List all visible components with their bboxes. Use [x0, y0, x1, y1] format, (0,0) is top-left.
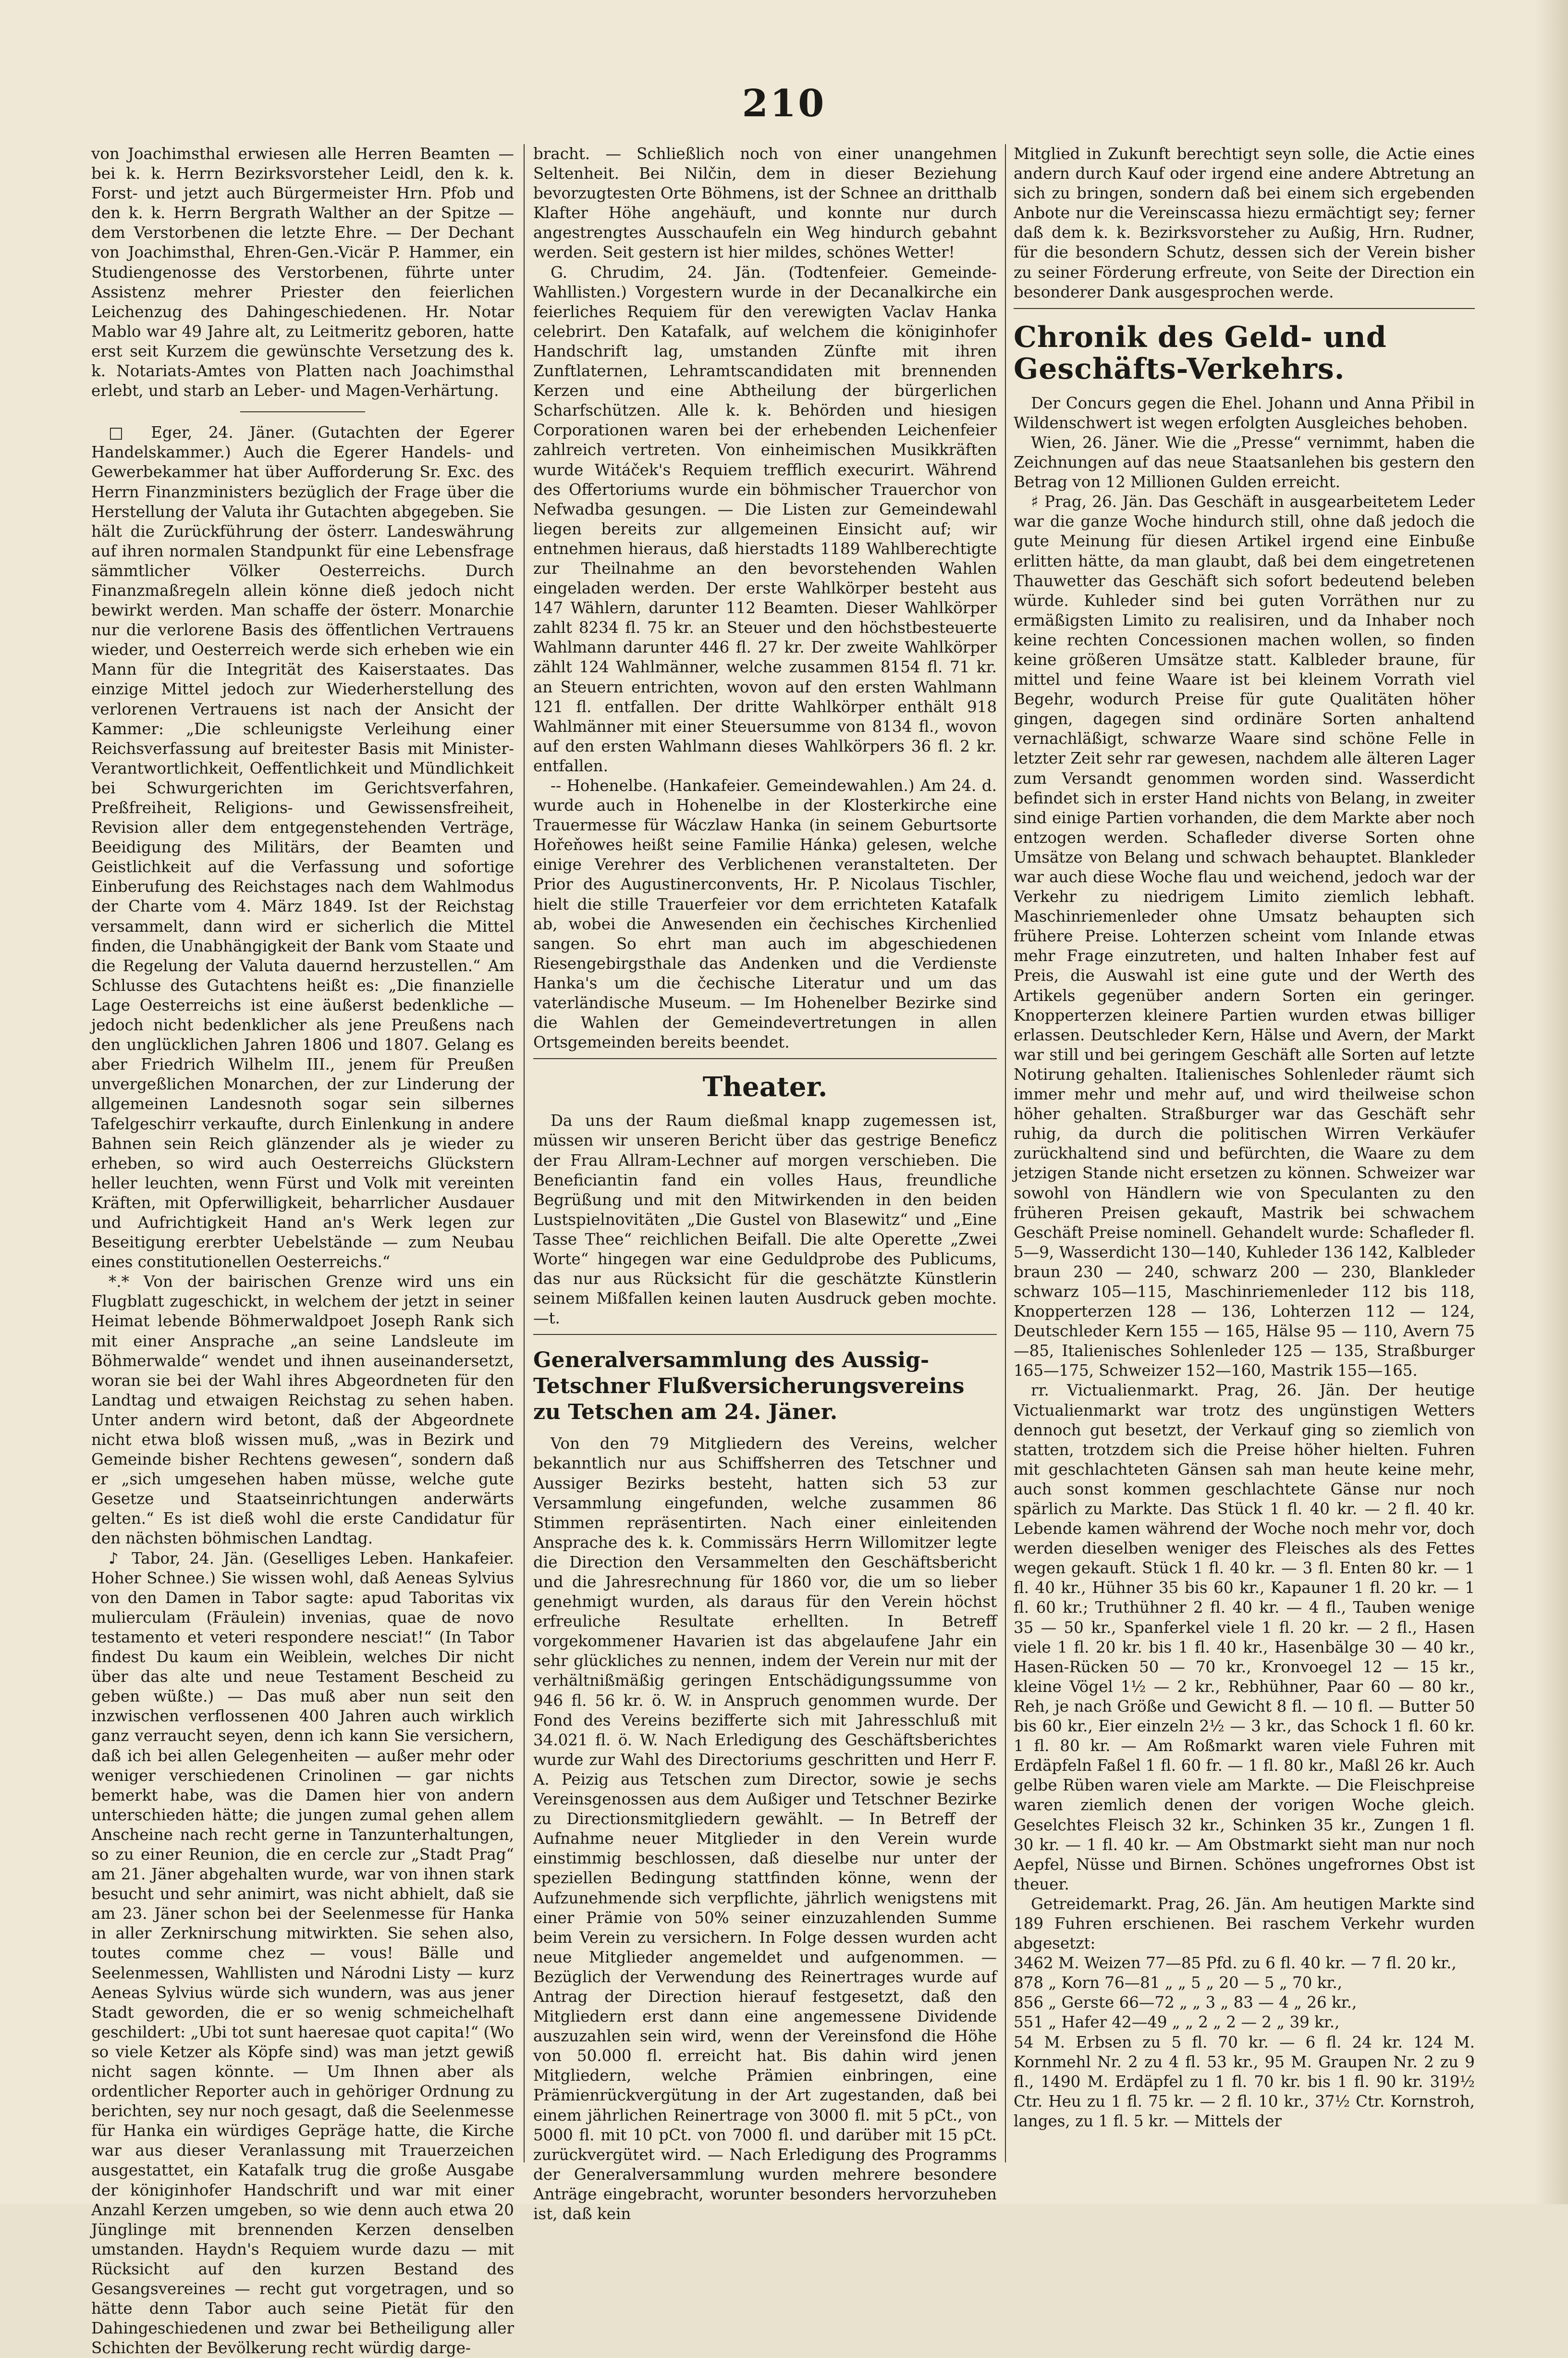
theater-heading: Theater.	[702, 1071, 828, 1103]
article-separator	[240, 411, 365, 412]
column-divider	[1005, 144, 1006, 2162]
article-tabor-continued: bracht. — Schließlich noch von einer unangehmen Seltenheit. Bei Nilčin, dem in dieser Beziehung bevorzugtesten Orte Böhmens, ist der Schnee an dritthalb Klafter Höhe angehäuft, und konnte nur durch angestrengtes Ausschaufeln ein Weg hindurch gebahnt werden. Seit gestern ist hier mildes, schönes Wetter!	[533, 145, 997, 262]
article-generalversammlung: Von den 79 Mitgliedern des Vereins, welcher bekanntlich nur aus Schiffsherren des Tetschner und Aussiger Bezirks besteht, hatten sich 53 zur Versammlung eingefunden, welche zusammen 86 Stimmen repräsentirten. Nach einer einleitenden Ansprache des k. k. Commissärs Herrn Willomitzer legte die Direction den Versammelten den Geschäftsbericht und die Jahresrechnung für 1860 vor, die um so lieber genehmigt wurden, als daraus für den Verein höchst erfreuliche Resultate erhellten. In Betreff vorgekommener Havarien ist das abgelaufene Jahr ein sehr glückliches zu nennen, indem der Verein nur mit der verhältnißmäßig geringen Entschädigungssumme von 946 fl. 56 kr. ö. W. in Anspruch genommen wurde. Der Fond des Vereins bezifferte sich mit Jahresschluß mit 34.021 fl. ö. W. Nach Erledigung des Geschäftsberichtes wurde zur Wahl des Directoriums geschritten und Herr F. A. Peizig aus Tetschen zum Director, sowie je sechs Vereinsgenossen aus dem Außiger und Tetschner Bezirke zu Directionsmitgliedern gewählt. — In Betreff der Aufnahme neuer Mitglieder in den Verein wurde einstimmig beschlossen, daß dieselbe nur unter der speziellen Bedingung stattfinden könne, wenn der Aufzunehmende sich verpflichte, jährlich wenigstens mit einer Prämie von 50% seiner einzuzahlenden Summe beim Verein zu versichern. In Folge dessen wurden acht neue Mitglieder angemeldet und aufgenommen. — Bezüglich der Verwendung des Reinertrages wurde auf Antrag der Direction hierauf festgesetzt, daß den Mitgliedern erst dann eine angemessene Dividende auszuzahlen sein wird, wenn der Vereinsfond die Höhe von 50.000 fl. erreicht hat. Bis dahin wird jenen Mitgliedern, welche Prämien einbringen, eine Prämienrückvergütung in der Art zugestanden, daß bei einem jährlichen Reinertrage von 3000 fl. mit 5 pCt., von 5000 fl. mit 10 pCt. von 7000 fl. und darüber mit 15 pCt. zurückvergütet wird. — Nach Erledigung des Programms der Generalversammlung wurden mehrere besondere Anträge eingebracht, worunter besonders hervorzuheben ist, daß kein	[533, 1434, 997, 2223]
grain-price-row: 856 „ Gerste 66—72 „ „ 3 „ 83 — 4 „ 26 kr.,	[1014, 1993, 1357, 2012]
article-theater: Da uns der Raum dießmal knapp zugemessen ist, müssen wir unseren Bericht über das gestrige Beneficz der Frau Allram-Lechner auf morgen verschieben. Die Beneficiantin fand ein volles Haus, freundliche Begrüßung und mit den Mitwirkenden in den beiden Lustspielnovitäten „Die Gustel von Blasewitz“ und „Eine Tasse Thee“ reichlichen Beifall. Die alte Operette „Zwei Worte“ hingegen war eine Geduldprobe des Publicums, das nur aus Rücksicht für die geschätzte Künstlerin seinem Mißfallen keinen lauten Ausdruck geben mochte. —t.	[533, 1111, 997, 1328]
article-eger: □ Eger, 24. Jäner. (Gutachten der Egerer Handelskammer.) Auch die Egerer Handels- und Gewerbekammer hat über Aufforderung Sr. Exc. des Herrn Finanzministers bezüglich der Frage über die Herstellung der Valuta ihr Gutachten abgegeben. Sie hält die Zurückführung der österr. Landeswährung auf ihren normalen Standpunkt für eine Lebensfrage sämmtlicher Völker Oesterreichs. Durch Finanzmaßregeln allein könne dieß jedoch nicht bewirkt werden. Man schaffe der österr. Monarchie nur die verlorene Basis des öffentlichen Vertrauens wieder, und Oesterreich werde sich erheben wie ein Mann für die Integrität des Kaiserstaates. Das einzige Mittel jedoch zur Wiederherstellung des verlorenen Vertrauens ist nach der Ansicht der Kammer: „Die schleunigste Verleihung einer Reichsverfassung auf breitester Basis mit Minister-Verantwortlichkeit, Oeffentlichkeit und Mündlichkeit bei Schwurgerichten im Gerichtsverfahren, Preßfreiheit, Religions- und Gewissensfreiheit, Revision aller dem entgegenstehenden Verträge, Beeidigung des Militärs, der Beamten und Geistlichkeit auf die Verfassung und sofortige Einberufung des Reichstages nach dem Wahlmodus der Charte vom 4. März 1849. Ist der Reichstag versammelt, dann wird er sicherlich die Mittel finden, die Unabhängigkeit der Bank vom Staate und die Regelung der Valuta dauernd herzustellen.“ Am Schlusse des Gutachtens heißt es: „Die finanzielle Lage Oesterreichs ist eine äußerst bedenkliche — jedoch nicht bedenklicher als jene Preußens nach den unglücklichen Jahren 1806 und 1807. Gelang es aber Friedrich Wilhelm III., jenem für Preußen unvergeßlichen Monarchen, der zur Linderung der allgemeinen Landesnoth sogar sein silbernes Tafelgeschirr verkaufte, durch Einlenkung in andere Bahnen sein Reich glänzender als je wieder zu erheben, so wird auch Oesterreichs Glückstern heller leuchten, wenn Fürst und Volk mit vereinten Kräften, mit Opferwilligkeit, beharrlicher Ausdauer und Aufrichtigkeit Hand an's Werk legen zur Beseitigung ererbter Uebelstände — zum Neubau eines constitutionellen Oesterreichs.“	[91, 423, 514, 1272]
grain-price-row: 3462 M. Weizen 77—85 Pfd. zu 6 fl. 40 kr. — 7 fl. 20 kr.,	[1014, 1954, 1457, 1973]
article-victualienmarkt: rr. Victualienmarkt. Prag, 26. Jän. Der heutige Victualienmarkt war trotz des ungünstigen Wetters dennoch gut besetzt, der Verkauf ging so ziemlich von statten, trotzdem sich die Preise höher hielten. Fuhren mit geschlachteten Gänsen sah man heute keine mehr, auch sonst kommen geschlachtete Gänse nur noch spärlich zu Markte. Das Stück 1 fl. 40 kr. — 2 fl. 40 kr. Lebende kamen während der Woche noch mehr vor, doch werden dieselben weniger des Fleisches als des Fettes wegen gekauft. Stück 1 fl. 40 kr. — 3 fl. Enten 80 kr. — 1 fl. 40 kr., Hühner 35 bis 60 kr., Kapauner 1 fl. 20 kr. — 1 fl. 60 kr.; Truthühner 2 fl. 40 kr. — 4 fl., Tauben wenige 35 — 50 kr., Spanferkel viele 1 fl. 20 kr. — 2 fl., Hasen viele 1 fl. 20 kr. bis 1 fl. 40 kr., Hasenbälge 30 — 40 kr., Hasen-Rücken 50 — 70 kr., Kronvoegel 12 — 15 kr., kleine Vögel 1½ — 2 kr., Rebhühner, Paar 60 — 80 kr., Reh, je nach Größe und Gewicht 8 fl. — 10 fl. — Butter 50 bis 60 kr., Eier einzeln 2½ — 3 kr., das Schock 1 fl. 60 kr. 1 fl. 80 kr. — Am Roßmarkt waren viele Fuhren mit Erdäpfeln Faßel 1 fl. 60 fr. — 1 fl. 80 kr., Maßl 26 kr. Auch gelbe Rüben waren viele am Markte. — Die Fleischpreise waren ziemlich denen der vorigen Woche gleich. Geselchtes Fleisch 32 kr., Schinken 35 kr., Zungen 1 fl. 30 kr. — 1 fl. 40 kr. — Am Obstmarkt sieht man nur noch Aepfel, Nüsse und Birnen. Schönes ungefrornes Obst ist theuer.	[1014, 1381, 1475, 1893]
article-tabor: ♪ Tabor, 24. Jän. (Geselliges Leben. Hankafeier. Hoher Schnee.) Sie wissen wohl, daß Aeneas Sylvius von den Damen in Tabor sagte: apud Taboritas vix mulierculam (Fräulein) invenias, quae de novo testamento et veteri respondere nesciat!“ (In Tabor findest Du kaum ein Weiblein, welches Dir nicht über das alte und neue Testament Bescheid zu geben wüßte.) — Das muß aber nun seit den inzwischen verflossenen 400 Jahren auch wirklich ganz verraucht seyen, denn ich kann Sie versichern, daß ich bei allen Gelegenheiten — außer mehr oder weniger verschiedenen Crinolinen — gar nichts bemerkt habe, was die Damen hier von andern unterschieden hätte; die jungen zumal gehen allem Anscheine nach recht gerne in Tanzunterhaltungen, so zu einer Reunion, die en cercle zur „Stadt Prag“ am 21. Jäner abgehalten wurde, war von ihnen stark besucht und sehr animirt, was nicht abhielt, daß sie am 23. Jäner schon bei der Seelenmesse für Hanka in aller Zerknirschung mitwirkten. Sie sehen also, toutes comme chez — vous! Bälle und Seelenmessen, Wahllisten und Národni Listy — kurz Aeneas Sylvius würde sich wundern, was aus jener Stadt geworden, die er so wenig schmeichelhaft geschildert: „Ubi tot sunt haeresae quot capita!“ (Wo so viele Ketzer als Köpfe sind) was man jetzt gewiß nicht sagen könnte. — Um Ihnen aber als ordentlicher Reporter auch in gehöriger Ordnung zu berichten, sey nur noch gesagt, daß die Seelenmesse für Hanka ein würdiges Gepräge hatte, die Kirche war aus dieser Veranlassung mit Trauerzeichen ausgestattet, ein Katafalk trug die große Ausgabe der königinhofer Handschrift und war mit einer Anzahl Kerzen umgeben, so wie denn auch etwa 20 Jünglinge mit brennenden Kerzen denselben umstanden. Haydn's Requiem wurde dazu — mit Rücksicht auf den kurzen Bestand des Gesangsvereines — recht gut vorgetragen, und so hätte denn Tabor auch seine Pietät für den Dahingeschiedenen und zwar bei Betheiligung aller Schichten der Bevölkerung recht würdig darge-	[91, 1549, 514, 2358]
grain-price-table	[1014, 1953, 1475, 2032]
article-prag-leder: ♯ Prag, 26. Jän. Das Geschäft in ausgearbeitetem Leder war die ganze Woche hindurch still, ohne daß jedoch die gute Meinung für diesen Artikel irgend eine Einbuße erlitten hätte, da man glaubt, daß bei dem eingetretenen Thauwetter das Geschäft sich sofort bedeutend beleben würde. Kuhleder sind bei guten Vorräthen nur zu ermäßigsten Limito zu realisiren, und da Inhaber noch keine rechten Concessionen machen wollen, so finden keine größeren Umsätze statt. Kalbleder braune, für mittel und feine Waare ist bei kleinem Vorrath viel Begehr, wodurch Preise für gute Qualitäten höher gingen, dagegen sind ordinäre Sorten anhaltend vernachläßigt, schwarze Waare sind schöne Felle in letzter Zeit sehr rar gewesen, nachdem alle älteren Lager zum Versandt genommen worden sind. Wasserdicht befindet sich in erster Hand nichts von Belang, in zweiter sind einige Partien vorhanden, die dem Markte aber noch entzogen werden. Schafleder diverse Sorten ohne Umsätze von Belang und schwach behauptet. Blankleder war auch diese Woche flau und weichend, jedoch war der Verkehr zu niedrigem Limito ziemlich lebhaft. Maschinriemenleder ohne Umsatz behaupten sich frühere Preise. Lohterzen scheint vom Inlande etwas mehr Frage einzutreten, und halten Inhaber fest auf Preis, die Auswahl ist eine gute und der Werth des Artikels gegenüber andern Sorten ein geringer. Knopperterzen kleinere Partien wurden etwas billiger erlassen. Deutschleder Kern, Hälse und Avern, der Markt war still und bei geringem Geschäft alle Sorten auf letzte Notirung gehalten. Italienisches Sohlenleder räumt sich immer mehr und mehr auf, und wird theilweise schon höher gehalten. Straßburger war das Geschäft sehr ruhig, da durch die politischen Wirren Verkäufer zurückhaltend sind und befürchten, die Waare zu dem jetzigen Stande nicht ersetzen zu können. Schweizer war sowohl von Händlern wie von Speculanten zu den früheren Preisen gekauft, Mastrik bei schwachem Geschäft Preise nominell. Gehandelt wurde: Schafleder fl. 5—9, Wasserdicht 130—140, Kuhleder 136 142, Kalbleder braun 230 — 240, schwarz 200 — 230, Blankleder schwarz 105—115, Maschinriemenleder 112 bis 118, Knopperterzen 128 — 136, Lohterzen 112 — 124, Deutschleder Kern 155 — 165, Hälse 95 — 110, Avern 75—85, Italienisches Sohlenleder 125 — 135, Straßburger 165—175, Schweizer 152—160, Mastrik 155—165.	[1014, 493, 1475, 1380]
article-joachimsthal-end: von Joachimsthal erwiesen alle Herren Beamten — bei k. k. Herrn Bezirksvorsteher Leidl, den k. k. Forst- und jetzt auch Bürgermeister Hrn. Pfob und den k. k. Herrn Bergrath Walther an der Spitze — dem Verstorbenen die letzte Ehre. — Der Dechant von Joachimsthal, Ehren-Gen.-Vicär P. Hammer, ein Studiengenosse des Verstorbenen, führte unter Assistenz mehrer Priester den feierlichen Leichenzug des Dahingeschiedenen. Hr. Notar Mablo war 49 Jahre alt, zu Leitmeritz geboren, hatte erst seit Kurzem die gewünschte Versetzung des k. k. Notariats-Amtes von Platten nach Joachimsthal erlebt, und starb an Leber- und Magen-Verhärtung.	[91, 145, 514, 400]
article-getreidemarkt-continued: 54 M. Erbsen zu 5 fl. 70 kr. — 6 fl. 24 kr. 124 M. Kornmehl Nr. 2 zu 4 fl. 53 kr., 95 M. Graupen Nr. 2 zu 9 fl., 1490 M. Erdäpfel zu 1 fl. 70 kr. bis 1 fl. 90 kr. 319½ Ctr. Heu zu 1 fl. 75 kr. — 2 fl. 10 kr., 37½ Ctr. Kornstroh, langes, zu 1 fl. 5 kr. — Mittels der	[1014, 2033, 1475, 2130]
article-generalversammlung-continued: Mitglied in Zukunft berechtigt seyn solle, die Actie eines andern durch Kauf oder irgend eine andere Abtretung an sich zu bringen, sondern daß bei einem sich ergebenden Anbote nur die Vereinscassa hiezu ermächtigt sey; ferner daß dem k. k. Bezirksvorsteher zu Außig, Hrn. Rudner, für die besondern Schutz, dessen sich der Verein bisher zu seiner Förderung erfreute, von Seite der Direction ein besonderer Dank ausgesprochen werde.	[1014, 145, 1475, 301]
article-wien-anlehen: Wien, 26. Jäner. Wie die „Presse“ vernimmt, haben die Zeichnungen auf das neue Staatsanlehen bis gestern den Betrag von 12 Millionen Gulden erreicht.	[1014, 433, 1475, 492]
article-concurs: Der Concurs gegen die Ehel. Johann und Anna Přibil in Wildenschwert ist wegen erfolgten Ausgleiches behoben.	[1014, 394, 1475, 432]
column-middle	[533, 144, 997, 2223]
page-number: 210	[742, 82, 826, 125]
column-divider	[524, 144, 525, 2162]
chronicle-heading: Chronik des Geld- und Geschäfts-Verkehrs.	[1014, 320, 1387, 386]
article-bairische-grenze: *.* Von der bairischen Grenze wird uns ein Flugblatt zugeschickt, in welchem der jetzt in seiner Heimat lebende Böhmerwaldpoet Joseph Rank sich mit einer Ansprache „an seine Landsleute im Böhmerwalde“ wendet und ihnen auseinandersetzt, woran sie bei der Wahl ihres Abgeordneten für den Landtag und etwaigen Reichstag zu sehen haben. Unter andern wird betont, daß der Abgeordnete nicht etwa bloß wissen muß, „was in Bezirk und Gemeinde bisher Rechtens gewesen“, sondern daß er „sich umgesehen haben müsse, welche gute Gesetze und Staatseinrichtungen anderwärts gelten.“ Es ist dieß wohl die erste Candidatur für den nächsten böhmischen Landtag.	[91, 1272, 514, 1548]
article-chrudim: G. Chrudim, 24. Jän. (Todtenfeier. Gemeinde-Wahllisten.) Vorgestern wurde in der Decanalkirche ein feierliches Requiem für den verewigten Vaclav Hanka celebrirt. Den Katafalk, auf welchem die königinhofer Handschrift lag, umstanden Zünfte mit ihren Zunftlaternen, Lehramtscandidaten mit brennenden Kerzen und eine Abtheilung der bürgerlichen Scharfschützen. Alle k. k. Behörden und hiesigen Corporationen waren bei der erhebenden Leichenfeier zahlreich vertreten. Von einheimischen Musikkräften wurde Witáček's Requiem trefflich execurirt. Während des Offertoriums wurde ein böhmischer Trauerchor von Nefwadba gesungen. — Die Listen zur Gemeindewahl liegen bereits zur allgemeinen Einsicht auf; wir entnehmen hieraus, daß hierstadts 1189 Wahlberechtigte zur Theilnahme an den bevorstehenden Wahlen eingeladen werden. Der erste Wahlkörper besteht aus 147 Wählern, darunter 112 Beamten. Dieser Wahlkörper zahlt 8234 fl. 75 kr. an Steuer und den höchstbesteuerte Wahlmann darunter 446 fl. 27 kr. Der zweite Wahlkörper zählt 124 Wahlmänner, welche zusammen 8154 fl. 71 kr. an Steuern entrichten, wovon auf den ersten Wahlmann 121 fl. entfallen. Der dritte Wahlkörper enthält 918 Wahlmänner mit einer Steuersumme von 8134 fl., wovon auf den ersten Wahlmann dieses Wahlkörpers 36 fl. 2 kr. entfallen.	[533, 263, 997, 775]
assembly-heading: Generalversammlung des Aussig-Tetschner Flußversicherungsvereins zu Tetschen am 24. Jäner.	[533, 1348, 965, 1425]
page-edge-shadow	[1534, 0, 1568, 2204]
article-hohenelbe: -- Hohenelbe. (Hankafeier. Gemeindewahlen.) Am 24. d. wurde auch in Hohenelbe in der Klosterkirche eine Trauermesse für Wáczlaw Hanka (in seinem Geburtsorte Hořeňowes heißt seine Familie Hánka) gelesen, welche einige Verehrer des Verblichenen veranstalteten. Der Prior des Augustinerconvents, Hr. P. Nicolaus Tischler, hielt die stille Trauerfeier vor dem errichteten Katafalk ab, wobei die Anwesenden ein čechisches Kirchenlied sangen. So ehrt man auch im abgeschiedenen Riesengebirgsthale das Andenken und die Verdienste Hanka's um die čechische Literatur und um das vaterländische Museum. — Im Hohenelber Bezirke sind die Wahlen der Gemeindevertretungen in allen Ortsgemeinden bereits beendet.	[533, 777, 997, 1052]
column-right	[1014, 144, 1475, 2158]
grain-price-row: 551 „ Hafer 42—49 „ „ 2 „ 2 — 2 „ 39 kr.,	[1014, 2013, 1340, 2032]
section-rule	[533, 1334, 997, 1335]
grain-price-row: 878 „ Korn 76—81 „ „ 5 „ 20 — 5 „ 70 kr.,	[1014, 1974, 1343, 1992]
article-getreidemarkt: Getreidemarkt. Prag, 26. Jän. Am heutigen Markte sind 189 Fuhren erschienen. Bei raschem Verkehr wurden abgesetzt:	[1014, 1894, 1475, 1953]
section-rule	[1014, 308, 1475, 309]
column-left	[91, 144, 514, 2358]
section-rule	[533, 1058, 997, 1059]
